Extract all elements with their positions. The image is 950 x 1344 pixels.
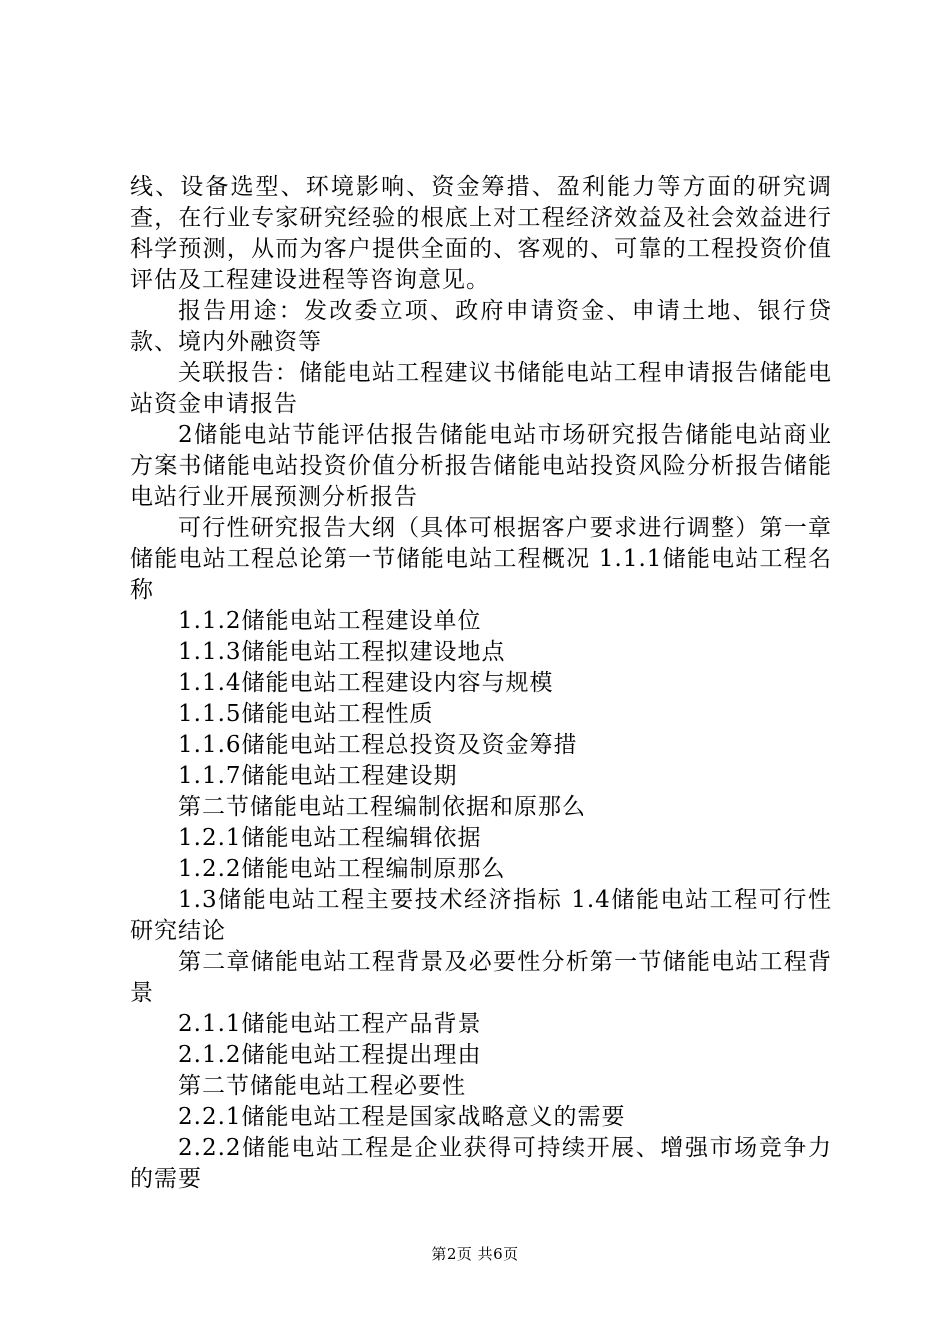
- paragraph: 关联报告：储能电站工程建议书储能电站工程申请报告储能电站资金申请报告: [130, 360, 832, 417]
- outline-item: 2.1.2储能电站工程提出理由: [178, 1042, 482, 1068]
- outline-item: 2.2.2储能电站工程是企业获得可持续开展、增强市场竞争力的需要: [130, 1135, 832, 1192]
- paragraph: 报告用途：发改委立项、政府申请资金、申请土地、银行贷款、境内外融资等: [130, 298, 832, 355]
- outline-item: 1.3储能电站工程主要技术经济指标 1.4储能电站工程可行性研究结论: [130, 887, 832, 944]
- chapter-heading: 第二章储能电站工程背景及必要性分析第一节储能电站工程背景: [130, 949, 832, 1006]
- outline-item: 1.1.4储能电站工程建设内容与规模: [178, 670, 554, 696]
- document-body: [130, 172, 832, 1195]
- paragraph: 2储能电站节能评估报告储能电站市场研究报告储能电站商业方案书储能电站投资价值分析报告储能电站投资风险分析报告储能电站行业开展预测分析报告: [130, 422, 832, 510]
- outline-item: 1.2.2储能电站工程编制原那么: [178, 856, 506, 882]
- section-heading: 第二节储能电站工程必要性: [178, 1073, 466, 1099]
- paragraph: 可行性研究报告大纲（具体可根据客户要求进行调整）第一章储能电站工程总论第一节储能电站工程概况 1.1.1储能电站工程名称: [130, 515, 832, 603]
- section-heading: 第二节储能电站工程编制依据和原那么: [178, 794, 586, 820]
- outline-item: 1.2.1储能电站工程编辑依据: [178, 825, 482, 851]
- outline-item: 1.1.2储能电站工程建设单位: [178, 608, 482, 634]
- outline-item: 1.1.3储能电站工程拟建设地点: [178, 639, 506, 665]
- outline-item: 1.1.7储能电站工程建设期: [178, 763, 458, 789]
- paragraph: 线、设备选型、环境影响、资金筹措、盈利能力等方面的研究调查，在行业专家研究经验的根底上对工程经济效益及社会效益进行科学预测，从而为客户提供全面的、客观的、可靠的工程投资价值评估及工程建设进程等咨询意见。: [130, 174, 832, 293]
- outline-item: 1.1.6储能电站工程总投资及资金筹措: [178, 732, 578, 758]
- outline-item: 2.2.1储能电站工程是国家战略意义的需要: [178, 1104, 626, 1130]
- outline-item: 1.1.5储能电站工程性质: [178, 701, 434, 727]
- outline-item: 2.1.1储能电站工程产品背景: [178, 1011, 482, 1037]
- page-number-footer: 第2页 共6页: [431, 1245, 519, 1263]
